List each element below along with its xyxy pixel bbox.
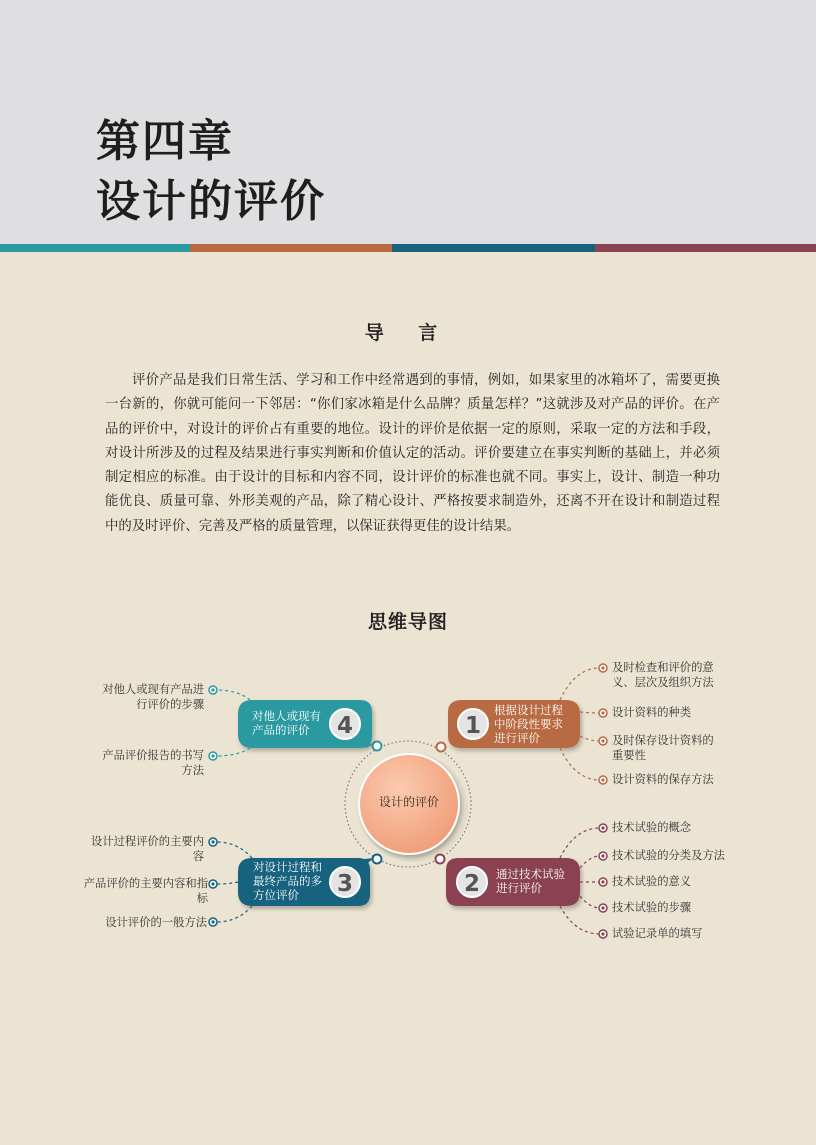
node-2-number: 2 <box>463 871 481 897</box>
node-3-item: 设计评价的一般方法 <box>105 916 207 929</box>
node-1-item: 及时保存设计资料的重要性 <box>612 734 714 762</box>
node-2-item: 试验记录单的填写 <box>612 927 703 940</box>
connector-dot-4 <box>373 742 382 751</box>
node-4-item: 产品评价报告的书写方法 <box>102 749 204 777</box>
node-4-number: 4 <box>336 713 354 739</box>
node-4-item: 对他人或现有产品进行评价的步骤 <box>102 683 204 711</box>
node-3-item: 产品评价的主要内容和指标 <box>83 877 208 905</box>
center-label: 设计的评价 <box>378 795 439 809</box>
node-2-item: 技术试验的概念 <box>612 821 692 834</box>
intro-paragraph: 评价产品是我们日常生活、学习和工作中经常遇到的事情，例如，如果家里的冰箱坏了，需要更换一台新的，你就可能问一下邻居：“你们家冰箱是什么品牌？质量怎样？”这就涉及对产品的评价。在产品的评价中，对设计的评价占有重要的地位。设计的评价是依据一定的原则，采取一定的方法和手段，对设计所涉及的过程及结果进行事实判断和价值认定的活动。评价要建立在事实判断的基础上，并必须制定相应的标准。由于设计的目标和内容不同，设计评价的标准也就不同。事实上，设计、制造一种功能优良、质量可靠、外形美观的产品，除了精心设计、严格按要求制造外，还离不开在设计和制造过程中的及时评价、完善及严格的质量管理，以保证获得更佳的设计结果。 <box>105 373 720 534</box>
node-1-item: 设计资料的保存方法 <box>612 773 714 786</box>
node-3-number: 3 <box>336 871 354 897</box>
node-1-number: 1 <box>464 713 482 739</box>
chapter-title: 设计的评价 <box>96 176 326 227</box>
node-1-item: 及时检查和评价的意义、层次及组织方法 <box>612 661 714 689</box>
node-3-label: 对设计过程和最终产品的多方位评价 <box>253 860 322 902</box>
node-2-label: 通过技术试验进行评价 <box>496 867 565 895</box>
node-2-item: 技术试验的意义 <box>612 875 692 888</box>
bullets-node-4 <box>209 686 217 760</box>
bullets-node-1 <box>599 664 607 784</box>
connector-dot-2 <box>436 855 445 864</box>
mindmap-heading: 思维导图 <box>367 611 448 633</box>
node-1-item: 设计资料的种类 <box>612 706 692 719</box>
chapter-number: 第四章 <box>96 116 234 167</box>
node-2-item: 技术试验的步骤 <box>612 901 692 914</box>
bullets-node-3 <box>209 838 217 926</box>
node-1-label: 根据设计过程中阶段性要求进行评价 <box>494 703 563 745</box>
intro-heading: 导 言 <box>364 322 452 344</box>
node-4-label: 对他人或现有产品的评价 <box>252 709 321 737</box>
node-3-item: 设计过程评价的主要内容 <box>91 835 204 863</box>
node-2-item: 技术试验的分类及方法 <box>612 849 725 862</box>
connector-dot-1 <box>437 743 446 752</box>
connector-dot-3 <box>373 855 382 864</box>
